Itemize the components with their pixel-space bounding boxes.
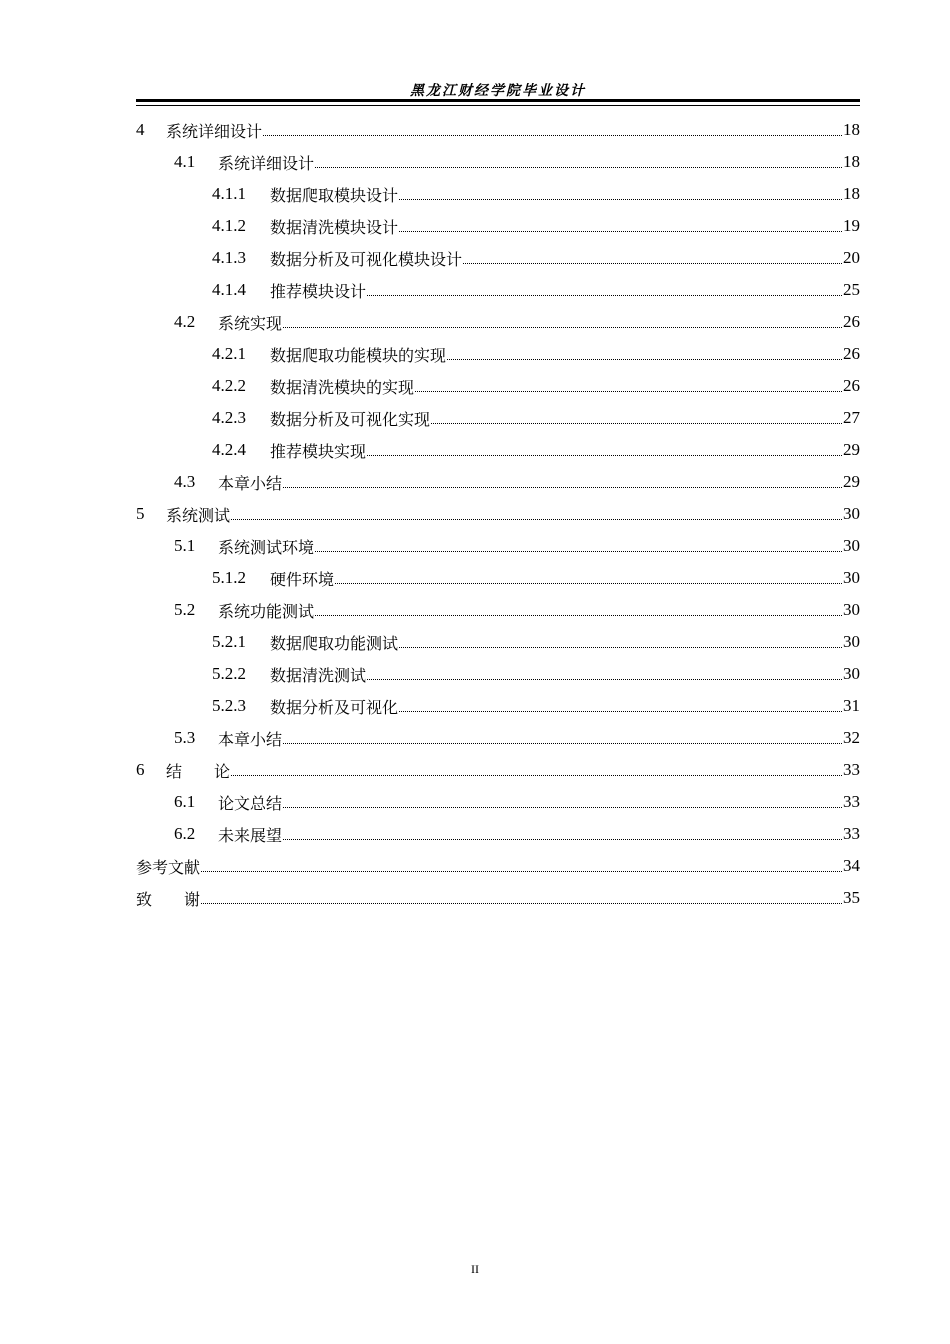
toc-entry-page: 32: [843, 728, 860, 747]
toc-entry-number: 5.2: [174, 600, 196, 619]
toc-dot-leader: [447, 359, 842, 360]
toc-entry-number: 4.2.1: [212, 344, 246, 363]
toc-entry-title: 硬件环境: [270, 569, 335, 589]
toc-dot-leader: [231, 519, 842, 520]
toc-dot-leader: [283, 327, 842, 328]
toc-entry-number: 5.1: [174, 536, 196, 555]
page-header: 黑龙江财经学院毕业设计: [410, 83, 586, 99]
toc-entry-page: 30: [843, 504, 860, 523]
toc-entry-page: 18: [843, 152, 860, 171]
toc-entry-title: 系统详细设计: [166, 121, 263, 141]
table-of-contents: [136, 114, 860, 914]
toc-entry-number: 4.1.3: [212, 248, 246, 267]
toc-dot-leader: [399, 199, 842, 200]
toc-entry-page: 29: [843, 440, 860, 459]
toc-entry-title: 数据分析及可视化模块设计: [270, 249, 463, 269]
toc-entry-title: 数据清洗模块的实现: [270, 377, 415, 397]
toc-entry-title: 系统功能测试: [218, 601, 315, 621]
toc-entry[interactable]: [136, 530, 860, 562]
toc-dot-leader: [463, 263, 842, 264]
toc-entry-title: 结 论: [166, 761, 231, 781]
toc-entry-title: 数据清洗测试: [270, 665, 367, 685]
toc-entry[interactable]: [136, 690, 860, 722]
toc-entry[interactable]: [136, 114, 860, 146]
toc-dot-leader: [367, 295, 842, 296]
toc-entry-title: 参考文献: [136, 857, 201, 877]
toc-entry-title: 致 谢: [136, 889, 201, 909]
toc-entry[interactable]: [136, 722, 860, 754]
toc-entry-page: 20: [843, 248, 860, 267]
toc-entry-number: 5.2.2: [212, 664, 246, 683]
toc-entry-page: 30: [843, 664, 860, 683]
toc-entry-title: 系统实现: [218, 313, 283, 333]
toc-entry-page: 29: [843, 472, 860, 491]
toc-entry-number: 5.2.3: [212, 696, 246, 715]
toc-dot-leader: [367, 679, 842, 680]
toc-entry[interactable]: [136, 370, 860, 402]
toc-dot-leader: [399, 231, 842, 232]
toc-entry-number: 4.1.2: [212, 216, 246, 235]
toc-entry-page: 30: [843, 600, 860, 619]
toc-entry-page: 35: [843, 888, 860, 907]
toc-entry[interactable]: [136, 338, 860, 370]
toc-entry-number: 5: [136, 504, 145, 523]
toc-dot-leader: [201, 871, 842, 872]
toc-dot-leader: [201, 903, 842, 904]
toc-entry-title: 数据分析及可视化实现: [270, 409, 431, 429]
toc-entry-number: 4.2.3: [212, 408, 246, 427]
toc-entry[interactable]: [136, 658, 860, 690]
toc-entry[interactable]: [136, 882, 860, 914]
toc-entry[interactable]: [136, 626, 860, 658]
toc-entry[interactable]: [136, 818, 860, 850]
toc-dot-leader: [431, 423, 842, 424]
toc-entry-number: 6.1: [174, 792, 196, 811]
toc-entry-page: 26: [843, 376, 860, 395]
header-thick-rule: [136, 99, 860, 102]
toc-entry[interactable]: [136, 402, 860, 434]
toc-entry-page: 18: [843, 120, 860, 139]
toc-entry[interactable]: [136, 786, 860, 818]
toc-dot-leader: [335, 583, 842, 584]
toc-entry-number: 6.2: [174, 824, 196, 843]
toc-dot-leader: [263, 135, 842, 136]
toc-entry[interactable]: [136, 562, 860, 594]
toc-entry-title: 数据爬取功能测试: [270, 633, 399, 653]
toc-dot-leader: [283, 807, 842, 808]
toc-entry[interactable]: [136, 210, 860, 242]
toc-entry[interactable]: [136, 306, 860, 338]
toc-entry-number: 4.2: [174, 312, 196, 331]
toc-entry-page: 33: [843, 792, 860, 811]
toc-entry-title: 推荐模块设计: [270, 281, 367, 301]
toc-entry-page: 19: [843, 216, 860, 235]
toc-entry-title: 数据分析及可视化: [270, 697, 399, 717]
toc-entry-page: 30: [843, 632, 860, 651]
toc-entry-page: 18: [843, 184, 860, 203]
toc-dot-leader: [315, 551, 842, 552]
toc-entry-page: 30: [843, 568, 860, 587]
toc-dot-leader: [415, 391, 842, 392]
toc-dot-leader: [231, 775, 842, 776]
page-number: II: [471, 1262, 479, 1276]
toc-entry[interactable]: [136, 274, 860, 306]
toc-entry-number: 4.1.1: [212, 184, 246, 203]
toc-entry-title: 数据爬取功能模块的实现: [270, 345, 447, 365]
toc-entry-page: 34: [843, 856, 860, 875]
toc-entry-title: 推荐模块实现: [270, 441, 367, 461]
toc-dot-leader: [315, 615, 842, 616]
toc-entry-page: 26: [843, 312, 860, 331]
toc-entry-title: 数据爬取模块设计: [270, 185, 399, 205]
toc-entry-title: 系统测试环境: [218, 537, 315, 557]
toc-entry-title: 论文总结: [218, 793, 283, 813]
toc-entry-number: 5.1.2: [212, 568, 246, 587]
toc-entry-page: 26: [843, 344, 860, 363]
toc-dot-leader: [399, 711, 842, 712]
toc-entry[interactable]: [136, 146, 860, 178]
toc-entry-number: 4.1: [174, 152, 196, 171]
toc-dot-leader: [283, 487, 842, 488]
toc-entry-title: 系统测试: [166, 505, 231, 525]
toc-entry-title: 本章小结: [218, 729, 283, 749]
toc-entry[interactable]: [136, 434, 860, 466]
toc-entry-number: 4.3: [174, 472, 196, 491]
toc-dot-leader: [315, 167, 842, 168]
toc-entry[interactable]: [136, 594, 860, 626]
toc-entry[interactable]: [136, 498, 860, 530]
toc-entry-title: 数据清洗模块设计: [270, 217, 399, 237]
toc-entry-title: 本章小结: [218, 473, 283, 493]
toc-entry[interactable]: [136, 754, 860, 786]
toc-entry-number: 5.3: [174, 728, 196, 747]
toc-entry-title: 未来展望: [218, 825, 283, 845]
header-thin-rule: [136, 105, 860, 106]
toc-entry-number: 6: [136, 760, 145, 779]
toc-entry[interactable]: [136, 466, 860, 498]
toc-entry[interactable]: [136, 242, 860, 274]
toc-entry-title: 系统详细设计: [218, 153, 315, 173]
toc-entry-page: 30: [843, 536, 860, 555]
toc-entry-number: 4.1.4: [212, 280, 246, 299]
toc-entry-page: 33: [843, 824, 860, 843]
toc-entry-number: 4: [136, 120, 145, 139]
toc-entry-page: 27: [843, 408, 860, 427]
toc-dot-leader: [399, 647, 842, 648]
toc-dot-leader: [283, 743, 842, 744]
toc-entry-page: 25: [843, 280, 860, 299]
toc-entry-page: 33: [843, 760, 860, 779]
toc-entry-number: 4.2.4: [212, 440, 246, 459]
toc-entry[interactable]: [136, 850, 860, 882]
toc-dot-leader: [367, 455, 842, 456]
toc-entry-page: 31: [843, 696, 860, 715]
toc-dot-leader: [283, 839, 842, 840]
toc-entry-number: 4.2.2: [212, 376, 246, 395]
toc-entry-number: 5.2.1: [212, 632, 246, 651]
toc-entry[interactable]: [136, 178, 860, 210]
